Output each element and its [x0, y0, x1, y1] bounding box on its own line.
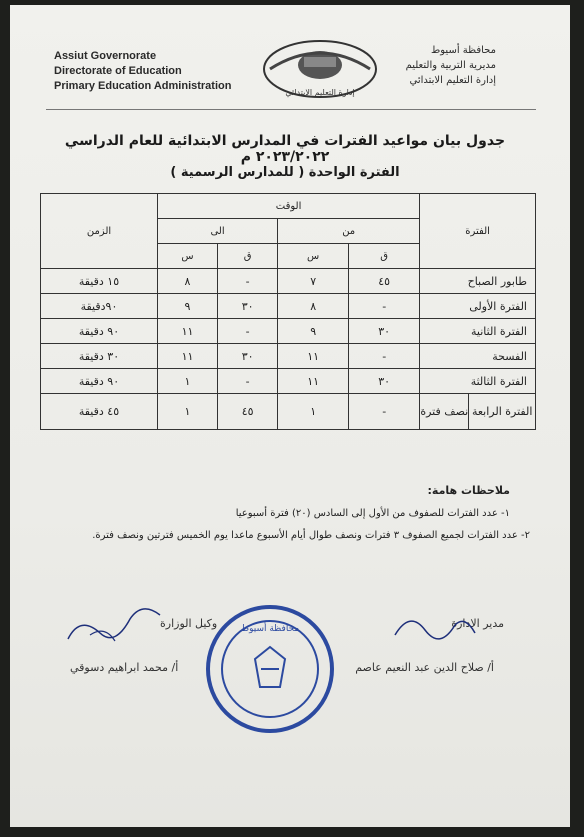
row-from-hour: ١: [278, 394, 349, 430]
row-to-hour: ١: [157, 394, 217, 430]
header-arabic: [406, 43, 496, 88]
row-duration: ٩٠ دقيقة: [41, 369, 158, 394]
stamp-text: محافظة أسيوط: [240, 624, 300, 634]
row-from-min: ٤٥: [349, 269, 420, 294]
signature-role-left: وكيل الوزارة: [160, 617, 218, 630]
schedule-table: [40, 193, 536, 430]
header-from-min: ق: [349, 244, 420, 269]
row-from-hour: ١١: [278, 369, 349, 394]
header-en-line-2: Directorate of Education: [54, 65, 182, 77]
row-from-min: -: [349, 344, 420, 369]
table-row: [41, 344, 536, 369]
header-divider: [46, 109, 536, 110]
row-from-hour: ٧: [278, 269, 349, 294]
header-english: [54, 49, 231, 94]
signature-name-right: أ/ صلاح الدين عبد النعيم عاصم: [355, 661, 494, 674]
row-duration: ٩٠دقيقة: [41, 294, 158, 319]
row-to-hour: ١١: [157, 319, 217, 344]
row-period: الفترة الأولى: [420, 294, 536, 319]
document-title: جدول بيان مواعيد الفترات في المدارس الابتدائية للعام الدراسي ٢٠٢٣/٢٠٢٢ م: [64, 133, 506, 165]
signature-scribble-right: [390, 605, 480, 645]
document-page: [10, 5, 570, 827]
row-period: طابور الصباح: [420, 269, 536, 294]
note-item-2: ٢- عدد الفترات لجميع الصفوف ٣ فترات ونصف طوال أيام الأسبوع ماعدا يوم الخميس فترتين ونصف فترة.: [92, 530, 530, 541]
header-en-line-3: Primary Education Administration: [54, 80, 232, 92]
header-time: الوقت: [157, 194, 419, 219]
table-row: [41, 394, 536, 430]
notes-title: ملاحظات هامة:: [427, 484, 510, 497]
row-from-min: ٣٠: [349, 369, 420, 394]
row-from-hour: ٨: [278, 294, 349, 319]
row-to-min: ٣٠: [218, 344, 278, 369]
header-to-hour: س: [157, 244, 217, 269]
education-logo: [260, 35, 380, 101]
row-period: الفترة الثانية: [420, 319, 536, 344]
header-duration: الزمن: [41, 194, 158, 269]
header-ar-line-1: محافظة أسيوط: [431, 45, 496, 56]
row-to-min: -: [218, 319, 278, 344]
header-en-line-1: Assiut Governorate: [54, 50, 157, 62]
row-duration: ٤٥ دقيقة: [41, 394, 158, 430]
row-from-hour: ٩: [278, 319, 349, 344]
row-to-min: -: [218, 369, 278, 394]
note-item-1: ١- عدد الفترات للصفوف من الأول إلى السادس (٢٠) فترة أسبوعيا: [235, 508, 510, 519]
row-to-min: ٣٠: [218, 294, 278, 319]
row-duration: ٩٠ دقيقة: [41, 319, 158, 344]
row-to-hour: ٨: [157, 269, 217, 294]
row-period-note: نصف فترة: [420, 394, 469, 430]
row-from-min: -: [349, 294, 420, 319]
row-to-hour: ٩: [157, 294, 217, 319]
row-to-min: -: [218, 269, 278, 294]
header-ar-line-3: إدارة التعليم الابتدائي: [409, 75, 496, 86]
table-row: [41, 319, 536, 344]
table-row: [41, 269, 536, 294]
header-from-hour: س: [278, 244, 349, 269]
signature-scribble-left: [60, 595, 170, 655]
header-from: من: [278, 219, 420, 244]
row-from-hour: ١١: [278, 344, 349, 369]
row-period: الفسحة: [420, 344, 536, 369]
row-to-hour: ١: [157, 369, 217, 394]
table-row: [41, 294, 536, 319]
table-row: [41, 369, 536, 394]
logo-text: إدارة التعليم الابتدائي: [285, 88, 355, 97]
header-to-min: ق: [218, 244, 278, 269]
row-period: الفترة الثالثة: [420, 369, 536, 394]
row-period: الفترة الرابعة: [469, 394, 536, 430]
official-stamp: [195, 599, 345, 739]
row-to-min: ٤٥: [218, 394, 278, 430]
header-ar-line-2: مديرية التربية والتعليم: [405, 60, 496, 71]
signature-name-left: أ/ محمد ابراهيم دسوقي: [70, 661, 179, 674]
document-subtitle: الفترة الواحدة ( للمدارس الرسمية ): [170, 165, 400, 180]
row-duration: ١٥ دقيقة: [41, 269, 158, 294]
header-to: الى: [157, 219, 277, 244]
row-from-min: -: [349, 394, 420, 430]
header-period: الفترة: [420, 194, 536, 269]
row-duration: ٣٠ دقيقة: [41, 344, 158, 369]
row-to-hour: ١١: [157, 344, 217, 369]
row-from-min: ٣٠: [349, 319, 420, 344]
signature-role-right: مدير الادارة: [451, 617, 504, 630]
